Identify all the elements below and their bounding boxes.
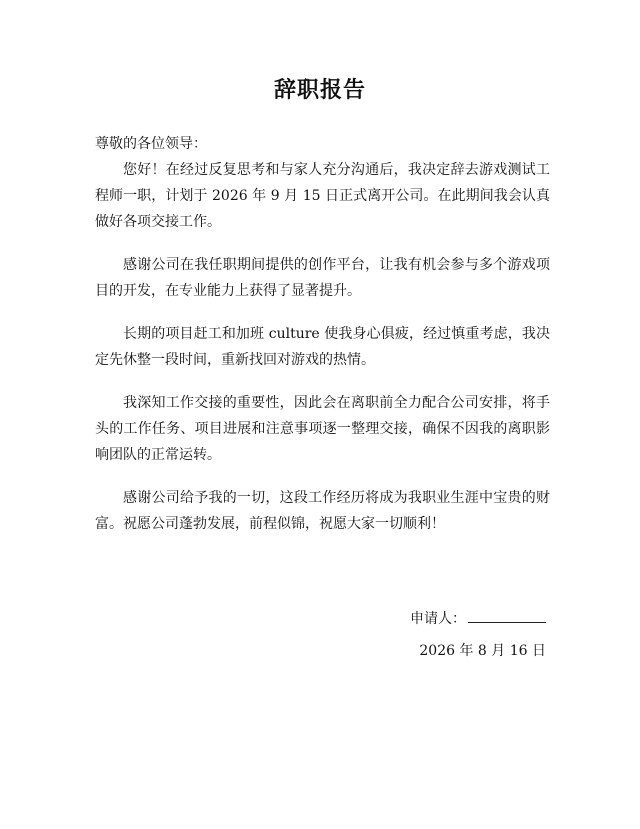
document-title: 辞职报告 (273, 78, 366, 103)
signature-block (410, 608, 546, 630)
signature-line (468, 608, 546, 623)
letter-body (95, 157, 550, 554)
paragraph-reason: 长期的项目赶工和加班 culture 使我身心俱疲，经过慎重考虑，我决定先休整一段时间，重新找回对游戏的热情。 (95, 326, 550, 368)
paragraph-greeting: 您好！在经过反复思考和与家人充分沟通后，我决定辞去游戏测试工程师一职，计划于 2026 年 9 月 15 日正式离开公司。在此期间我会认真做好各项交接工作。 (95, 162, 550, 230)
letter-date: 2026 年 8 月 16 日 (419, 643, 546, 659)
paragraph-thanks: 感谢公司在我任职期间提供的创作平台，让我有机会参与多个游戏项目的开发，在专业能力上获得了显著提升。 (95, 257, 550, 299)
salutation: 尊敬的各位领导： (95, 136, 207, 152)
paragraph-closing: 感谢公司给予我的一切，这段工作经历将成为我职业生涯中宝贵的财富。祝愿公司蓬勃发展，前程似锦，祝愿大家一切顺利！ (95, 490, 550, 532)
paragraph-handover: 我深知工作交接的重要性，因此会在离职前全力配合公司安排，将手头的工作任务、项目进展和注意事项逐一整理交接，确保不因我的离职影响团队的正常运转。 (95, 395, 550, 463)
signature-label: 申请人： (410, 611, 466, 627)
